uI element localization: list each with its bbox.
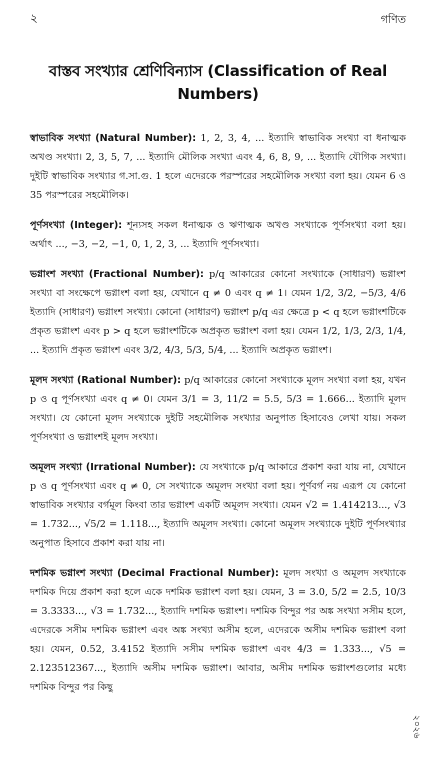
paragraph-fractional-number (30, 265, 406, 360)
text-fractional-number: p/q আকারের কোনো সংখ্যাকে (সাধারণ) ভগ্নাংশ সংখ্যা বা সংক্ষেপে ভগ্নাংশ বলা হয়, যেখানে q ≠ 0 এবং q ≠ 1। যেমন 1/2, 3/2, −5/3, 4/6 ইত্যাদি (সাধারণ) ভগ্নাংশ সংখ্যা। কোনো (সাধারণ) ভগ্নাংশ p/q এর ক্ষেত্রে p < q হলে ভগ্নাংশটিকে প্রকৃত ভগ্নাংশ এবং p > q হলে ভগ্নাংশটিকে অপ্রকৃত ভগ্নাংশ বলা হয়। যেমন 1/2, 1/3, 2/3, 1/4, ... ইত্যাদি প্রকৃত ভগ্নাংশ এবং 3/2, 4/3, 5/3, 5/4, ... ইত্যাদি অপ্রকৃত ভগ্নাংশ। (30, 269, 406, 356)
paragraph-decimal-fraction (30, 564, 406, 697)
page-number: ২ (30, 11, 38, 25)
text-decimal-fraction: মূলদ সংখ্যা ও অমূলদ সংখ্যাকে দশমিক দিয়ে প্রকাশ করা হলে একে দশমিক ভগ্নাংশ বলা হয়। যেমন, 3 = 3.0, 5/2 = 2.5, 10/3 = 3.3333..., √3 = 1.732..., ইত্যাদি দশমিক ভগ্নাংশ। দশমিক বিন্দুর পর অঙ্ক সংখ্যা সসীম হলে, এদেরকে সসীম দশমিক ভগ্নাংশ এবং অঙ্ক সংখ্যা অসীম হলে, এদেরকে অসীম দশমিক ভগ্নাংশ বলা হয়। যেমন, 0.52, 3.4152 ইত্যাদি সসীম দশমিক ভগ্নাংশ এবং 4/3 = 1.333..., √5 = 2.123512367..., ইত্যাদি অসীম দশমিক ভগ্নাংশ। আবার, অসীম দশমিক ভগ্নাংশগুলোর মধ্যে দশমিক বিন্দুর পর কিছু (30, 568, 406, 693)
term-fractional-number: ভগ্নাংশ সংখ্যা (Fractional Number): (30, 269, 204, 280)
side-year-label: ২০২৬ (411, 714, 421, 738)
paragraph-rational-number (30, 371, 406, 447)
term-natural-number: স্বাভাবিক সংখ্যা (Natural Number): (30, 133, 197, 144)
section-title: বাস্তব সংখ্যার শ্রেণিবিন্যাস (Classification of Real Numbers) (48, 62, 388, 103)
term-irrational-number: অমূলদ সংখ্যা (Irrational Number): (30, 462, 196, 473)
term-rational-number: মূলদ সংখ্যা (Rational Number): (30, 375, 181, 386)
term-integer: পূর্ণসংখ্যা (Integer): (30, 220, 123, 231)
text-natural-number: 1, 2, 3, 4, ... ইত্যাদি স্বাভাবিক সংখ্যা বা ধনাত্মক অখণ্ড সংখ্যা। 2, 3, 5, 7, ... ইত্যাদি মৌলিক সংখ্যা এবং 4, 6, 8, 9, ... ইত্যাদি যৌগিক সংখ্যা। দুইটি স্বাভাবিক সংখ্যার গ.সা.গু. 1 হলে এদেরকে পরস্পরের সহমৌলিক সংখ্যা বলা হয়। যেমন 6 ও 35 পরস্পরের সহমৌলিক। (30, 133, 406, 201)
term-decimal-fraction: দশমিক ভগ্নাংশ সংখ্যা (Decimal Fractional Number): (30, 568, 279, 579)
text-rational-number: p/q আকারের কোনো সংখ্যাকে মূলদ সংখ্যা বলা হয়, যখন p ও q পূর্ণসংখ্যা এবং q ≠ 0। যেমন 3/1 = 3, 11/2 = 5.5, 5/3 = 1.666... ইত্যাদি মূলদ সংখ্যা। যে কোনো মূলদ সংখ্যাকে দুইটি সহমৌলিক সংখ্যার অনুপাত হিসাবেও লেখা যায়। সকল পূর্ণসংখ্যা ও ভগ্নাংশই মূলদ সংখ্যা। (30, 375, 406, 443)
text-integer: শূন্যসহ সকল ধনাত্মক ও ঋণাত্মক অখণ্ড সংখ্যাকে পূর্ণসংখ্যা বলা হয়। অর্থাৎ ..., −3, −2, −1, 0, 1, 2, 3, ... ইত্যাদি পূর্ণসংখ্যা। (30, 220, 406, 250)
text-irrational-number: যে সংখ্যাকে p/q আকারে প্রকাশ করা যায় না, যেখানে p ও q পূর্ণসংখ্যা এবং q ≠ 0, সে সংখ্যাকে অমূলদ সংখ্যা বলা হয়। পূর্ণবর্গ নয় এরূপ যে কোনো স্বাভাবিক সংখ্যার বর্গমূল কিংবা তার ভগ্নাংশ একটি অমূলদ সংখ্যা। যেমন √2 = 1.414213..., √3 = 1.732..., √5/2 = 1.118..., ইত্যাদি অমূলদ সংখ্যা। কোনো অমূলদ সংখ্যাকে দুইটি পূর্ণসংখ্যার অনুপাত হিসাবে প্রকাশ করা যায় না। (30, 462, 406, 549)
subject-label: গণিত (380, 12, 406, 26)
paragraph-integer (30, 216, 406, 254)
paragraph-natural-number (30, 129, 406, 205)
page-header (30, 0, 406, 40)
paragraph-irrational-number (30, 458, 406, 553)
